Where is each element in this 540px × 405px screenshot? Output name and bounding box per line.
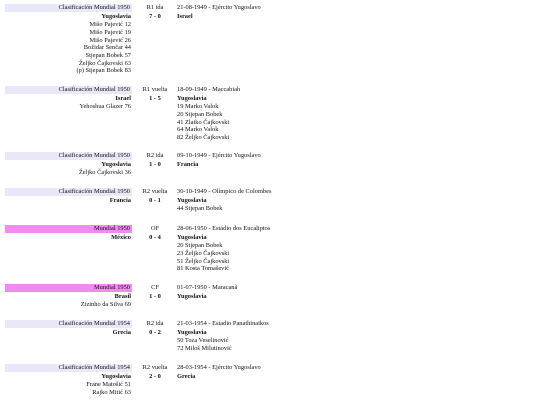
home-team: México: [111, 233, 131, 241]
home-scorers: [5, 301, 131, 309]
away-team: Yugoslavia: [177, 233, 207, 241]
scorer-entry: 51 Željko Čajkovski: [177, 257, 230, 265]
match-block: [0, 188, 540, 213]
scorer-entry: 50 Toza Veselinović: [177, 337, 229, 345]
round-label: CF: [151, 284, 159, 291]
competition-label: Mundial 1950: [5, 284, 132, 292]
away-team: Francia: [177, 160, 199, 168]
competition-label: Clasificación Mundial 1954: [5, 320, 132, 328]
scorer-entry: 23 Željko Čajkovski: [177, 249, 230, 257]
round-label: R2 ida: [146, 152, 164, 159]
date-venue: 18-09-1949 - Maccabiah: [177, 86, 241, 93]
competition-label: Clasificación Mundial 1950: [5, 188, 132, 196]
scorer-entry: Božidar Senčar 44: [83, 44, 131, 52]
away-scorers: [177, 242, 229, 273]
score: 7 - 0: [149, 12, 161, 20]
match-header-row: [0, 152, 540, 161]
away-team: Yugoslavia: [177, 196, 207, 204]
home-team: Israel: [115, 94, 131, 102]
score: 1 - 0: [149, 160, 161, 168]
date-venue: 01-07-1950 - Maracanã: [177, 284, 238, 291]
match-block: [0, 320, 540, 352]
scorer-entry: Zizinho da Silva 69: [80, 301, 131, 309]
scorer-entry: 20 Stjepan Bobek: [177, 110, 223, 118]
date-venue: 28-06-1950 - Estádio dos Eucaliptos: [177, 225, 271, 232]
round-label: R2 ida: [146, 320, 164, 327]
scorer-entry: 81 Kosta Tomašević: [177, 265, 229, 273]
score: 0 - 2: [149, 328, 161, 336]
date-venue: 09-10-1949 - Ejército Yugoslavo: [177, 152, 261, 159]
scorer-entry: 82 Željko Čajkovski: [177, 133, 230, 141]
away-scorers: [177, 205, 222, 213]
match-header-row: [0, 320, 540, 329]
scorer-entry: Rajko Mitić 63: [92, 388, 131, 396]
scorer-entry: Željko Čajkovski 63: [78, 59, 131, 67]
away-team: Israel: [177, 12, 193, 20]
away-team: Yugoslavia: [177, 328, 207, 336]
scorer-entry: Mišo Pajević 26: [89, 36, 131, 44]
away-scorers: [177, 337, 232, 352]
score: 1 - 5: [149, 94, 161, 102]
match-block: [0, 4, 540, 75]
away-team: Grecia: [177, 372, 196, 380]
scorer-entry: 19 Marko Valok: [177, 103, 219, 111]
scorer-entry: 44 Stjepan Bobek: [177, 205, 223, 213]
scorer-entry: Yehoshua Glazer 76: [79, 103, 131, 111]
score: 0 - 4: [149, 233, 161, 241]
match-block: [0, 364, 540, 396]
home-scorers: [5, 381, 131, 396]
match-header-row: [0, 284, 540, 293]
scorer-entry: 72 Miloš Milutinović: [177, 344, 232, 352]
scorer-entry: (p) Stjepan Bobek 83: [76, 67, 131, 75]
home-team: Brasil: [114, 292, 131, 300]
home-team: Grecia: [112, 328, 131, 336]
date-venue: 28-03-1954 - Ejército Yugoslavo: [177, 364, 261, 371]
home-team: Yugoslavia: [101, 160, 131, 168]
date-venue: 21-08-1949 - Ejército Yugoslavo: [177, 4, 261, 11]
match-header-row: [0, 225, 540, 234]
score: 0 - 1: [149, 196, 161, 204]
match-header-row: [0, 86, 540, 95]
away-scorers: [177, 103, 229, 141]
competition-label: Clasificación Mundial 1950: [5, 152, 132, 160]
round-label: R1 vuelta: [142, 86, 168, 93]
scorer-entry: 64 Marko Valok: [177, 126, 219, 134]
match-header-row: [0, 188, 540, 197]
competition-label: Clasificación Mundial 1950: [5, 86, 132, 94]
home-team: Yugoslavia: [101, 372, 131, 380]
match-result-row: [0, 95, 540, 104]
match-header-row: [0, 4, 540, 13]
round-label: R2 vuelta: [142, 364, 168, 371]
match-header-row: [0, 364, 540, 373]
round-label: OF: [150, 225, 160, 232]
score: 1 - 0: [149, 292, 161, 300]
scorer-entry: 41 Zlatko Čajkovski: [177, 118, 230, 126]
match-result-row: [0, 373, 540, 382]
home-team: Yugoslavia: [101, 12, 131, 20]
match-result-row: [0, 161, 540, 170]
home-team: Francia: [109, 196, 131, 204]
home-scorers: [5, 21, 131, 75]
round-label: R2 vuelta: [142, 188, 168, 195]
competition-label: Clasificación Mundial 1950: [5, 4, 132, 12]
match-block: [0, 284, 540, 309]
competition-label: Mundial 1950: [5, 225, 132, 233]
match-result-row: [0, 197, 540, 206]
match-result-row: [0, 293, 540, 302]
scorer-entry: 20 Stjepan Bobek: [177, 242, 223, 250]
scorer-entry: Mišo Pajević 12: [89, 21, 131, 29]
round-label: R1 ida: [146, 4, 164, 11]
match-block: [0, 86, 540, 141]
match-result-row: [0, 13, 540, 22]
match-result-row: [0, 329, 540, 338]
home-scorers: [5, 103, 131, 111]
scorer-entry: Stjepan Bobek 57: [85, 51, 131, 59]
date-venue: 21-03-1954 - Estadio Panathinaikos: [177, 320, 269, 327]
match-result-row: [0, 234, 540, 243]
away-team: Yugoslavia: [177, 292, 207, 300]
scorer-entry: Frane Matošić 51: [86, 381, 131, 389]
away-team: Yugoslavia: [177, 94, 207, 102]
match-block: [0, 152, 540, 177]
competition-label: Clasificación Mundial 1954: [5, 364, 132, 372]
match-block: [0, 225, 540, 273]
home-scorers: [5, 169, 131, 177]
date-venue: 30-10-1949 - Olímpico de Colombes: [177, 188, 272, 195]
scorer-entry: Mišo Pajević 19: [89, 28, 131, 36]
score: 2 - 0: [149, 372, 161, 380]
scorer-entry: Željko Čajkovski 36: [78, 169, 131, 177]
